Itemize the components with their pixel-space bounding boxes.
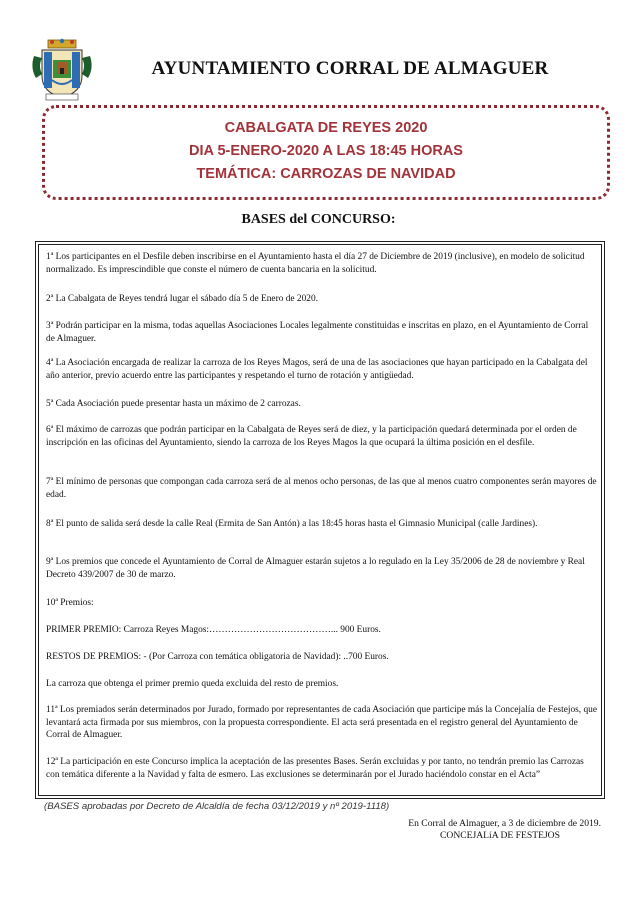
rule-4: 4ª La Asociación encargada de realizar la carroza de los Reyes Magos, será de una de las asociaciones que hayan participado en la Cabalgata del año anterior, previo acuerdo entre las participantes y respetando el turno de rotación y antigüedad. bbox=[46, 358, 588, 381]
rule-12: 12ª La participación en este Concurso implica la aceptación de las presentes Bases. Serán excluidas y por tanto, no tendrán premio las Carrozas con temática diferente a la Navidad y falta de esmero. Las exclusiones se determinarán por el Jurado haciéndolo constar en el Acta” bbox=[46, 757, 584, 780]
event-theme: TEMÁTICA: CARROZAS DE NAVIDAD bbox=[196, 166, 456, 182]
place-date: En Corral de Almaguer, a 3 de diciembre de 2019. bbox=[408, 818, 601, 829]
rule-6: 6ª El máximo de carrozas que podrán participar en la Cabalgata de Reyes será de diez, y la participación quedará determinada por el orden de inscripción en las oficinas del Ayuntamiento, siendo la carroza de los Reyes Magos la que ocupará la última posición en el desfile. bbox=[46, 425, 577, 448]
rule-2: 2ª La Cabalgata de Reyes tendrá lugar el sábado día 5 de Enero de 2020. bbox=[46, 294, 319, 304]
prize-exclusion-note: La carroza que obtenga el primer premio queda excluida del resto de premios. bbox=[46, 679, 339, 689]
rule-1: 1ª Los participantes en el Desfile deben inscribirse en el Ayuntamiento hasta el día 27 de Diciembre de 2019 (inclusive), en modelo de solicitud normalizado. Es imprescindible que conste el número de cuenta bancaria en la solicitud. bbox=[46, 252, 585, 275]
coat-of-arms-icon bbox=[30, 38, 94, 102]
signature: CONCEJALíA DE FESTEJOS bbox=[440, 830, 560, 841]
rules-box bbox=[38, 244, 602, 796]
event-title: CABALGATA DE REYES 2020 bbox=[224, 120, 428, 136]
first-prize-line: PRIMER PREMIO: Carroza Reyes Magos:…………………………………... 900 Euros. bbox=[46, 625, 381, 635]
rule-7: 7ª El mínimo de personas que compongan cada carroza será de al menos ocho personas, de las que al menos cuatro componentes serán mayores de edad. bbox=[46, 477, 597, 500]
other-prizes-line: RESTOS DE PREMIOS: - (Por Carroza con temática obligatoria de Navidad): ..700 Euros. bbox=[46, 652, 389, 662]
organization-title: AYUNTAMIENTO CORRAL DE ALMAGUER bbox=[151, 58, 549, 79]
event-announcement-box bbox=[42, 105, 610, 200]
approval-note: (BASES aprobadas por Decreto de Alcaldía de fecha 03/12/2019 y nº 2019-1118) bbox=[44, 801, 390, 812]
rule-5: 5ª Cada Asociación puede presentar hasta un máximo de 2 carrozas. bbox=[46, 399, 301, 409]
rule-9: 9ª Los premios que concede el Ayuntamiento de Corral de Almaguer estarán sujetos a lo regulado en la Ley 35/2006 de 28 de noviembre y Real Decreto 439/2007 de 30 de marzo. bbox=[46, 557, 585, 580]
rule-11: 11ª Los premiados serán determinados por Jurado, formado por representantes de cada Asociación que participe más la Concejalía de Festejos, que levantará acta firmada por sus miembros, con la propuesta correspondiente. El acta será presentada en el registro general del Ayuntamiento de Corral de Almaguer. bbox=[46, 705, 598, 741]
rule-3: 3ª Podrán participar en la misma, todas aquellas Asociaciones Locales legalmente constituidas e inscritas en plazo, en el Ayuntamiento de Corral de Almaguer. bbox=[46, 321, 589, 344]
rule-10-heading: 10ª Premios: bbox=[46, 598, 94, 608]
event-date-time: DIA 5-ENERO-2020 A LAS 18:45 HORAS bbox=[189, 143, 463, 159]
bases-heading: BASES del CONCURSO: bbox=[241, 212, 396, 227]
rule-8: 8ª El punto de salida será desde la calle Real (Ermita de San Antón) a las 18:45 horas hasta el Gimnasio Municipal (calle Jardines). bbox=[46, 519, 538, 529]
